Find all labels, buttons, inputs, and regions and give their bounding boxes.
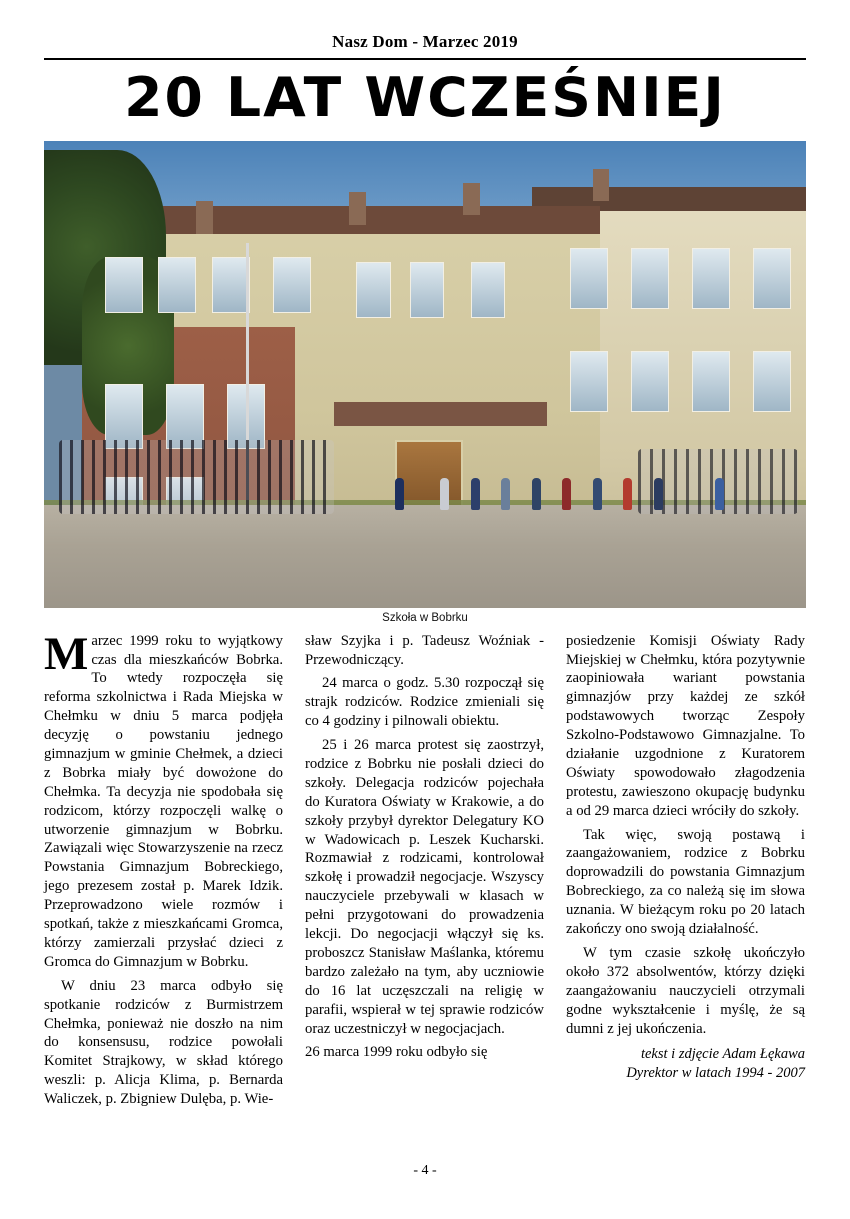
header-divider [44,58,806,60]
window [692,351,730,412]
paragraph: sław Szyjka i p. Tadeusz Woźniak - Przewodniczący. [305,632,544,668]
window [158,257,196,313]
text-column-2 [305,632,544,1109]
photo-caption: Szkoła w Bobrku [382,611,468,624]
chimney [349,192,366,225]
window [105,257,143,313]
chimney [196,201,213,234]
page-number: - 4 - [413,1163,437,1178]
window [471,262,505,318]
person [395,478,404,510]
window [692,248,730,309]
person [715,478,724,510]
chimney [593,169,610,202]
person [440,478,449,510]
paragraph: W dniu 23 marca odbyło się spotkanie rodziców z Burmistrzem Chełmka, ponieważ nie doszło na nim do konsensusu, rodzice powołali Komitet Strajkowy, w skład którego weszli: p. Alicja Klima, p. Bernarda Waliczek, p. Zbigniew Dulęba, p. Wie- [44,977,283,1108]
window [631,248,669,309]
window [356,262,390,318]
paragraph: Tak więc, swoją postawą i zaangażowaniem, rodzice z Bobrku doprowadzili do powstania Gimnazjum Bobreckiego, za co należą się im słowa uznania. W bieżącym roku po 20 latach zakończy ono swoją działalność. [566,826,805,938]
roof-entrance [334,402,547,425]
text-column-1 [44,627,283,1109]
person [654,478,663,510]
person [532,478,541,510]
person [471,478,480,510]
window [570,351,608,412]
school-building-photo [44,141,806,608]
person [623,478,632,510]
paragraph [44,627,283,972]
window [570,248,608,309]
article-body [44,627,806,1109]
signature-author: tekst i zdjęcie Adam Łękawa [640,1046,805,1063]
paragraph: 26 marca 1999 roku odbyło się [305,1044,488,1061]
paragraph: 25 i 26 marca protest się zaostrzył, rodzice z Bobrku nie posłali dzieci do szkoły. Delegacja rodziców pojechała do Kuratora Oświaty w Krakowie, a do szkoły przybył dyrektor Delegatury KO w Wadowicach p. Leszek Kucharski. Rozmawiał z rodzicami, kontrolował szkołę i prowadził negocjacje. Wszyscy nauczyciele przebywali w klasach w pełni przygotowani do prowadzenia lekcji. Do negocjacji włączył się ks. proboszcz Stanisław Maślanka, któremu bardzo zależało na tym, aby uczniowie do 16 lat uczęszczali na religię w parafii, wspierał w tej sprawie rodziców oraz uczestniczył w negocjacjach. [305,737,544,1037]
courtyard-ground [44,505,806,608]
running-head: Nasz Dom - Marzec 2019 [332,32,518,51]
window [753,351,791,412]
window [753,248,791,309]
text-column-3 [566,632,805,1109]
bicycle-rack-left [59,440,333,515]
person [562,478,571,510]
paragraph: posiedzenie Komisji Oświaty Rady Miejskiej w Chełmku, która pozytywnie zaopiniowała wariant powstania gimnazjów przy każdej ze szkół podstawowych tworząc Zespoły Szkolno-Podstawowo Gimnazjalne. To działanie uzgodnione z Kuratorem Oświaty spowodowało złagodzenia protestu, zawieszono okupację budynku a od 29 marca dzieci wróciły do szkoły. [566,632,805,819]
signature-role: Dyrektor w latach 1994 - 2007 [626,1065,805,1082]
photo-figure [44,141,806,630]
window [212,257,250,313]
person [501,478,510,510]
person [593,478,602,510]
article-signature [566,1045,805,1083]
window [273,257,311,313]
paragraph: 24 marca o godz. 5.30 rozpoczął się strajk rodziców. Rodzice zmieniali się co 4 godziny i pilnowali obiektu. [305,675,544,730]
paragraph-text: arzec 1999 roku to wyjątkowy czas dla mieszkańców Bobrka. To wtedy rozpoczęła się reforma szkolnictwa i Rada Miejska w Chełmku w dniu 5 marca podjęła decyzję o powstaniu jednego gimnazjum w gminie Chełmek, a dzieci z Bobrka miały być dowożone do Chełmka. Ta decyzja nie spodobała się rodzicom, którzy rozpoczęli walkę o utworzenie gimnazjum w Bobrku. Zawiązali więc Stowarzyszenie na rzecz Powstania Gimnazjum Bobreckiego, jego prezesem został p. Marek Idzik. Przeprowadzono wiele rozmów i spotkań, także z mieszkańcami Gromca, którzy zamierzali przysłać dzieci z Gromca do Gimnazjum w Bobrku. [44,632,283,970]
page-title: 20 LAT WCZEŚNIEJ [124,66,726,129]
chimney [463,183,480,216]
window [631,351,669,412]
drop-cap: M [44,627,89,680]
window [410,262,444,318]
paragraph: W tym czasie szkołę ukończyło około 372 absolwentów, którzy dzięki zaangażowaniu nauczycieli otrzymali godne wykształcenie i myślę, że są dumni z jej ukończenia. [566,944,805,1037]
